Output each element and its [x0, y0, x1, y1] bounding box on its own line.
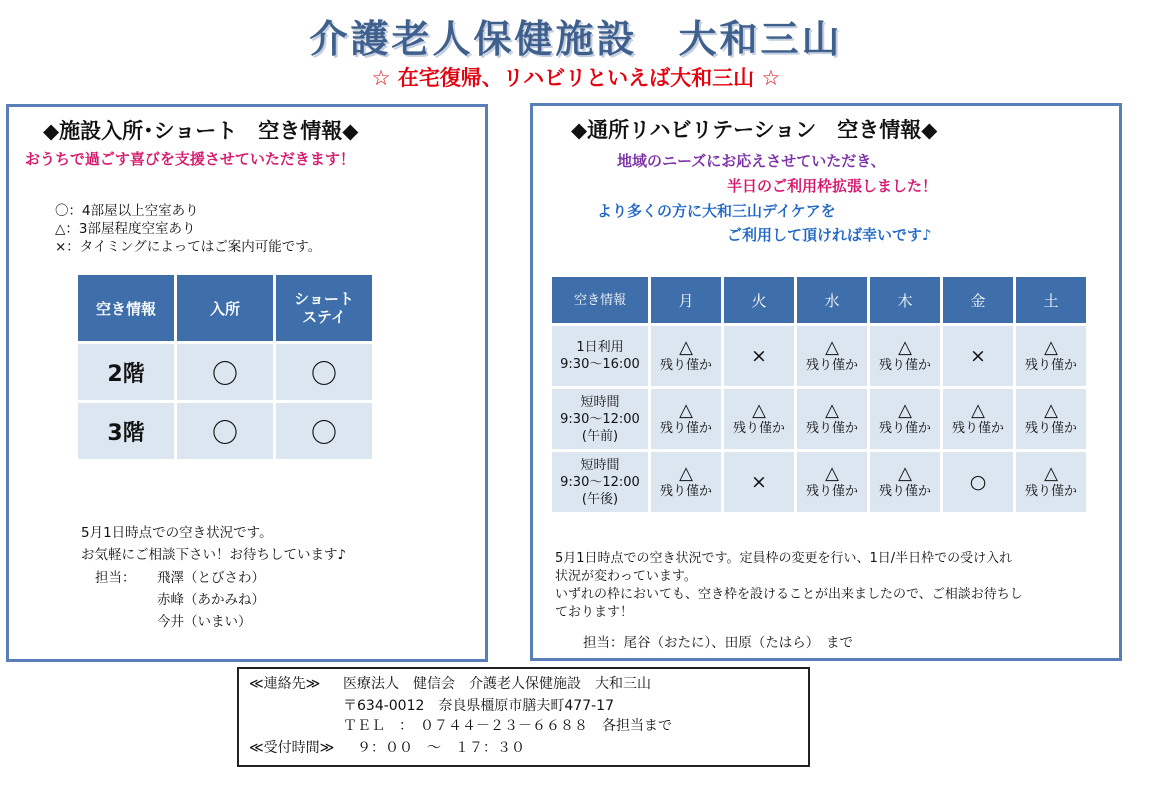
vacancy-mark: △: [679, 337, 693, 358]
vacancy-mark: 〇: [176, 402, 275, 461]
table-header-cell: 入所: [176, 274, 275, 343]
staff-name: 今井（いまい）: [157, 614, 252, 630]
vacancy-mark: △: [679, 463, 693, 484]
facility-legend: [55, 202, 321, 256]
row-label-line: 9:30～16:00: [560, 357, 640, 372]
note-line: 5月1日時点での空き状況です。: [81, 525, 273, 541]
row-label: [551, 388, 650, 451]
row-label-line: (午後): [581, 491, 619, 507]
daycare-message: 半日のご利用枠拡張しました！: [727, 177, 938, 195]
vacancy-mark: △: [898, 463, 912, 484]
vacancy-cell: [1015, 451, 1088, 514]
table-header-cell: 金: [942, 276, 1015, 325]
contact-org: 医療法人 健信会 介護老人保健施設 大和三山: [343, 676, 651, 692]
vacancy-mark: △: [825, 400, 839, 421]
row-label-line: 9:30～12:00: [560, 411, 640, 427]
daycare-message: 地域のニーズにお応えさせていただき、: [617, 152, 886, 170]
vacancy-note: 残り僅か: [659, 358, 712, 373]
row-label: [551, 451, 650, 514]
vacancy-note: 残り僅か: [1024, 421, 1077, 436]
table-row: [77, 402, 374, 461]
contact-address: 〒634-0012 奈良県橿原市膳夫町477-17: [343, 698, 614, 714]
vacancy-mark: △: [898, 400, 912, 421]
vacancy-cell: [723, 451, 796, 514]
vacancy-mark: △: [679, 400, 693, 421]
vacancy-cell: [942, 451, 1015, 514]
row-label-line: 9:30～12:00: [560, 474, 640, 490]
staff-name: 赤峰（あかみね）: [157, 592, 265, 608]
note-line: 5月1日時点での空き状況です。定員枠の変更を行い、1日/半日枠での受け入れ: [555, 551, 1013, 566]
vacancy-note: 残り僅か: [805, 484, 858, 499]
table-row: [77, 343, 374, 402]
note-line: ております！: [555, 605, 634, 620]
vacancy-mark: △: [1044, 463, 1058, 484]
vacancy-note: 残り僅か: [659, 421, 712, 436]
facility-vacancy-panel: [6, 104, 488, 662]
table-header-cell: 土: [1015, 276, 1088, 325]
vacancy-cell: [869, 451, 942, 514]
daycare-message: より多くの方に大和三山デイケアを: [597, 202, 836, 220]
daycare-vacancy-panel: [530, 103, 1122, 661]
row-label-line: 短時間: [580, 457, 620, 473]
hours-label: ≪受付時間≫: [249, 740, 335, 756]
vacancy-note: 残り僅か: [878, 484, 931, 499]
table-header-cell: 空き情報: [551, 276, 650, 325]
vacancy-cell: [869, 325, 942, 388]
table-header-cell: 空き情報: [77, 274, 176, 343]
table-row: [551, 451, 1088, 514]
daycare-notes: [555, 550, 1023, 622]
daycare-vacancy-table: [549, 274, 1089, 515]
vacancy-cell: [796, 325, 869, 388]
staff-label: 担当：: [95, 570, 136, 586]
facility-vacancy-table: [75, 272, 375, 462]
row-label-line: 短時間: [580, 394, 620, 410]
vacancy-cell: [869, 388, 942, 451]
legend-item: △：3部屋程度空室あり: [55, 221, 196, 237]
table-header-cell: 木: [869, 276, 942, 325]
vacancy-cell: [723, 325, 796, 388]
vacancy-mark: 〇: [176, 343, 275, 402]
contact-tel: ＴＥＬ ： ０７４４－２３－６６８８ 各担当まで: [343, 718, 672, 734]
facility-tagline: おうちで過ごす喜びを支援させていただきます！: [25, 150, 355, 168]
daycare-heading: ◆通所リハビリテーション 空き情報◆: [571, 118, 938, 142]
vacancy-cell: [796, 451, 869, 514]
page-subtitle: ☆ 在宅復帰、リハビリといえば大和三山 ☆: [371, 66, 781, 90]
vacancy-cell: [650, 451, 723, 514]
row-label: [551, 325, 650, 388]
vacancy-mark: ×: [751, 345, 767, 367]
vacancy-note: 残り僅か: [1024, 484, 1077, 499]
vacancy-mark: △: [825, 463, 839, 484]
vacancy-note: 残り僅か: [878, 421, 931, 436]
hours-value: ９：００ ～ １７：３０: [357, 740, 525, 756]
vacancy-note: 残り僅か: [805, 358, 858, 373]
table-header-cell: 水: [796, 276, 869, 325]
vacancy-note: 残り僅か: [951, 421, 1004, 436]
vacancy-mark: ○: [969, 471, 987, 493]
facility-notes: [81, 522, 346, 566]
vacancy-cell: [942, 325, 1015, 388]
vacancy-mark: △: [1044, 337, 1058, 358]
table-row: [551, 388, 1088, 451]
row-label-line: (午前): [581, 428, 619, 444]
contact-box: [237, 667, 810, 767]
table-header-cell: 火: [723, 276, 796, 325]
daycare-message: ご利用して頂ければ幸いです♪: [727, 226, 932, 244]
vacancy-mark: △: [825, 337, 839, 358]
row-label-line: 1日利用: [576, 340, 624, 355]
vacancy-cell: [650, 388, 723, 451]
legend-item: ×：タイミングによってはご案内可能です。: [55, 239, 322, 255]
facility-heading: ◆施設入所･ショート 空き情報◆: [43, 119, 359, 143]
vacancy-note: 残り僅か: [1024, 358, 1077, 373]
page-title: 介護老人保健施設 大和三山: [309, 17, 843, 61]
vacancy-mark: ×: [751, 471, 767, 493]
staff-name: 飛澤（とびさわ）: [157, 570, 265, 586]
header-line: ショート: [294, 290, 354, 308]
vacancy-cell: [723, 388, 796, 451]
vacancy-mark: 〇: [275, 343, 374, 402]
vacancy-mark: △: [971, 400, 985, 421]
legend-item: 〇：4部屋以上空室あり: [55, 203, 199, 219]
vacancy-cell: [796, 388, 869, 451]
vacancy-note: 残り僅か: [732, 421, 785, 436]
table-header-cell: [275, 274, 374, 343]
vacancy-cell: [942, 388, 1015, 451]
vacancy-mark: ×: [970, 345, 986, 367]
vacancy-mark: 〇: [275, 402, 374, 461]
floor-label: 3階: [77, 402, 176, 461]
note-line: お気軽にご相談下さい！お待ちしています♪: [81, 547, 347, 563]
vacancy-mark: △: [1044, 400, 1058, 421]
vacancy-mark: △: [898, 337, 912, 358]
table-header-cell: 月: [650, 276, 723, 325]
table-row: [551, 325, 1088, 388]
vacancy-note: 残り僅か: [805, 421, 858, 436]
vacancy-cell: [1015, 325, 1088, 388]
note-line: 状況が変わっています。: [555, 569, 697, 584]
floor-label: 2階: [77, 343, 176, 402]
vacancy-mark: △: [752, 400, 766, 421]
header-line: ステイ: [302, 308, 346, 326]
vacancy-cell: [650, 325, 723, 388]
vacancy-note: 残り僅か: [878, 358, 931, 373]
contact-label: ≪連絡先≫: [249, 676, 321, 692]
note-line: いずれの枠においても、空き枠を設けることが出来ましたので、ご相談お待ちし: [555, 587, 1023, 602]
vacancy-note: 残り僅か: [659, 484, 712, 499]
daycare-staff: 担当：尾谷（おたに）、田原（たはら） まで: [583, 635, 853, 651]
vacancy-cell: [1015, 388, 1088, 451]
